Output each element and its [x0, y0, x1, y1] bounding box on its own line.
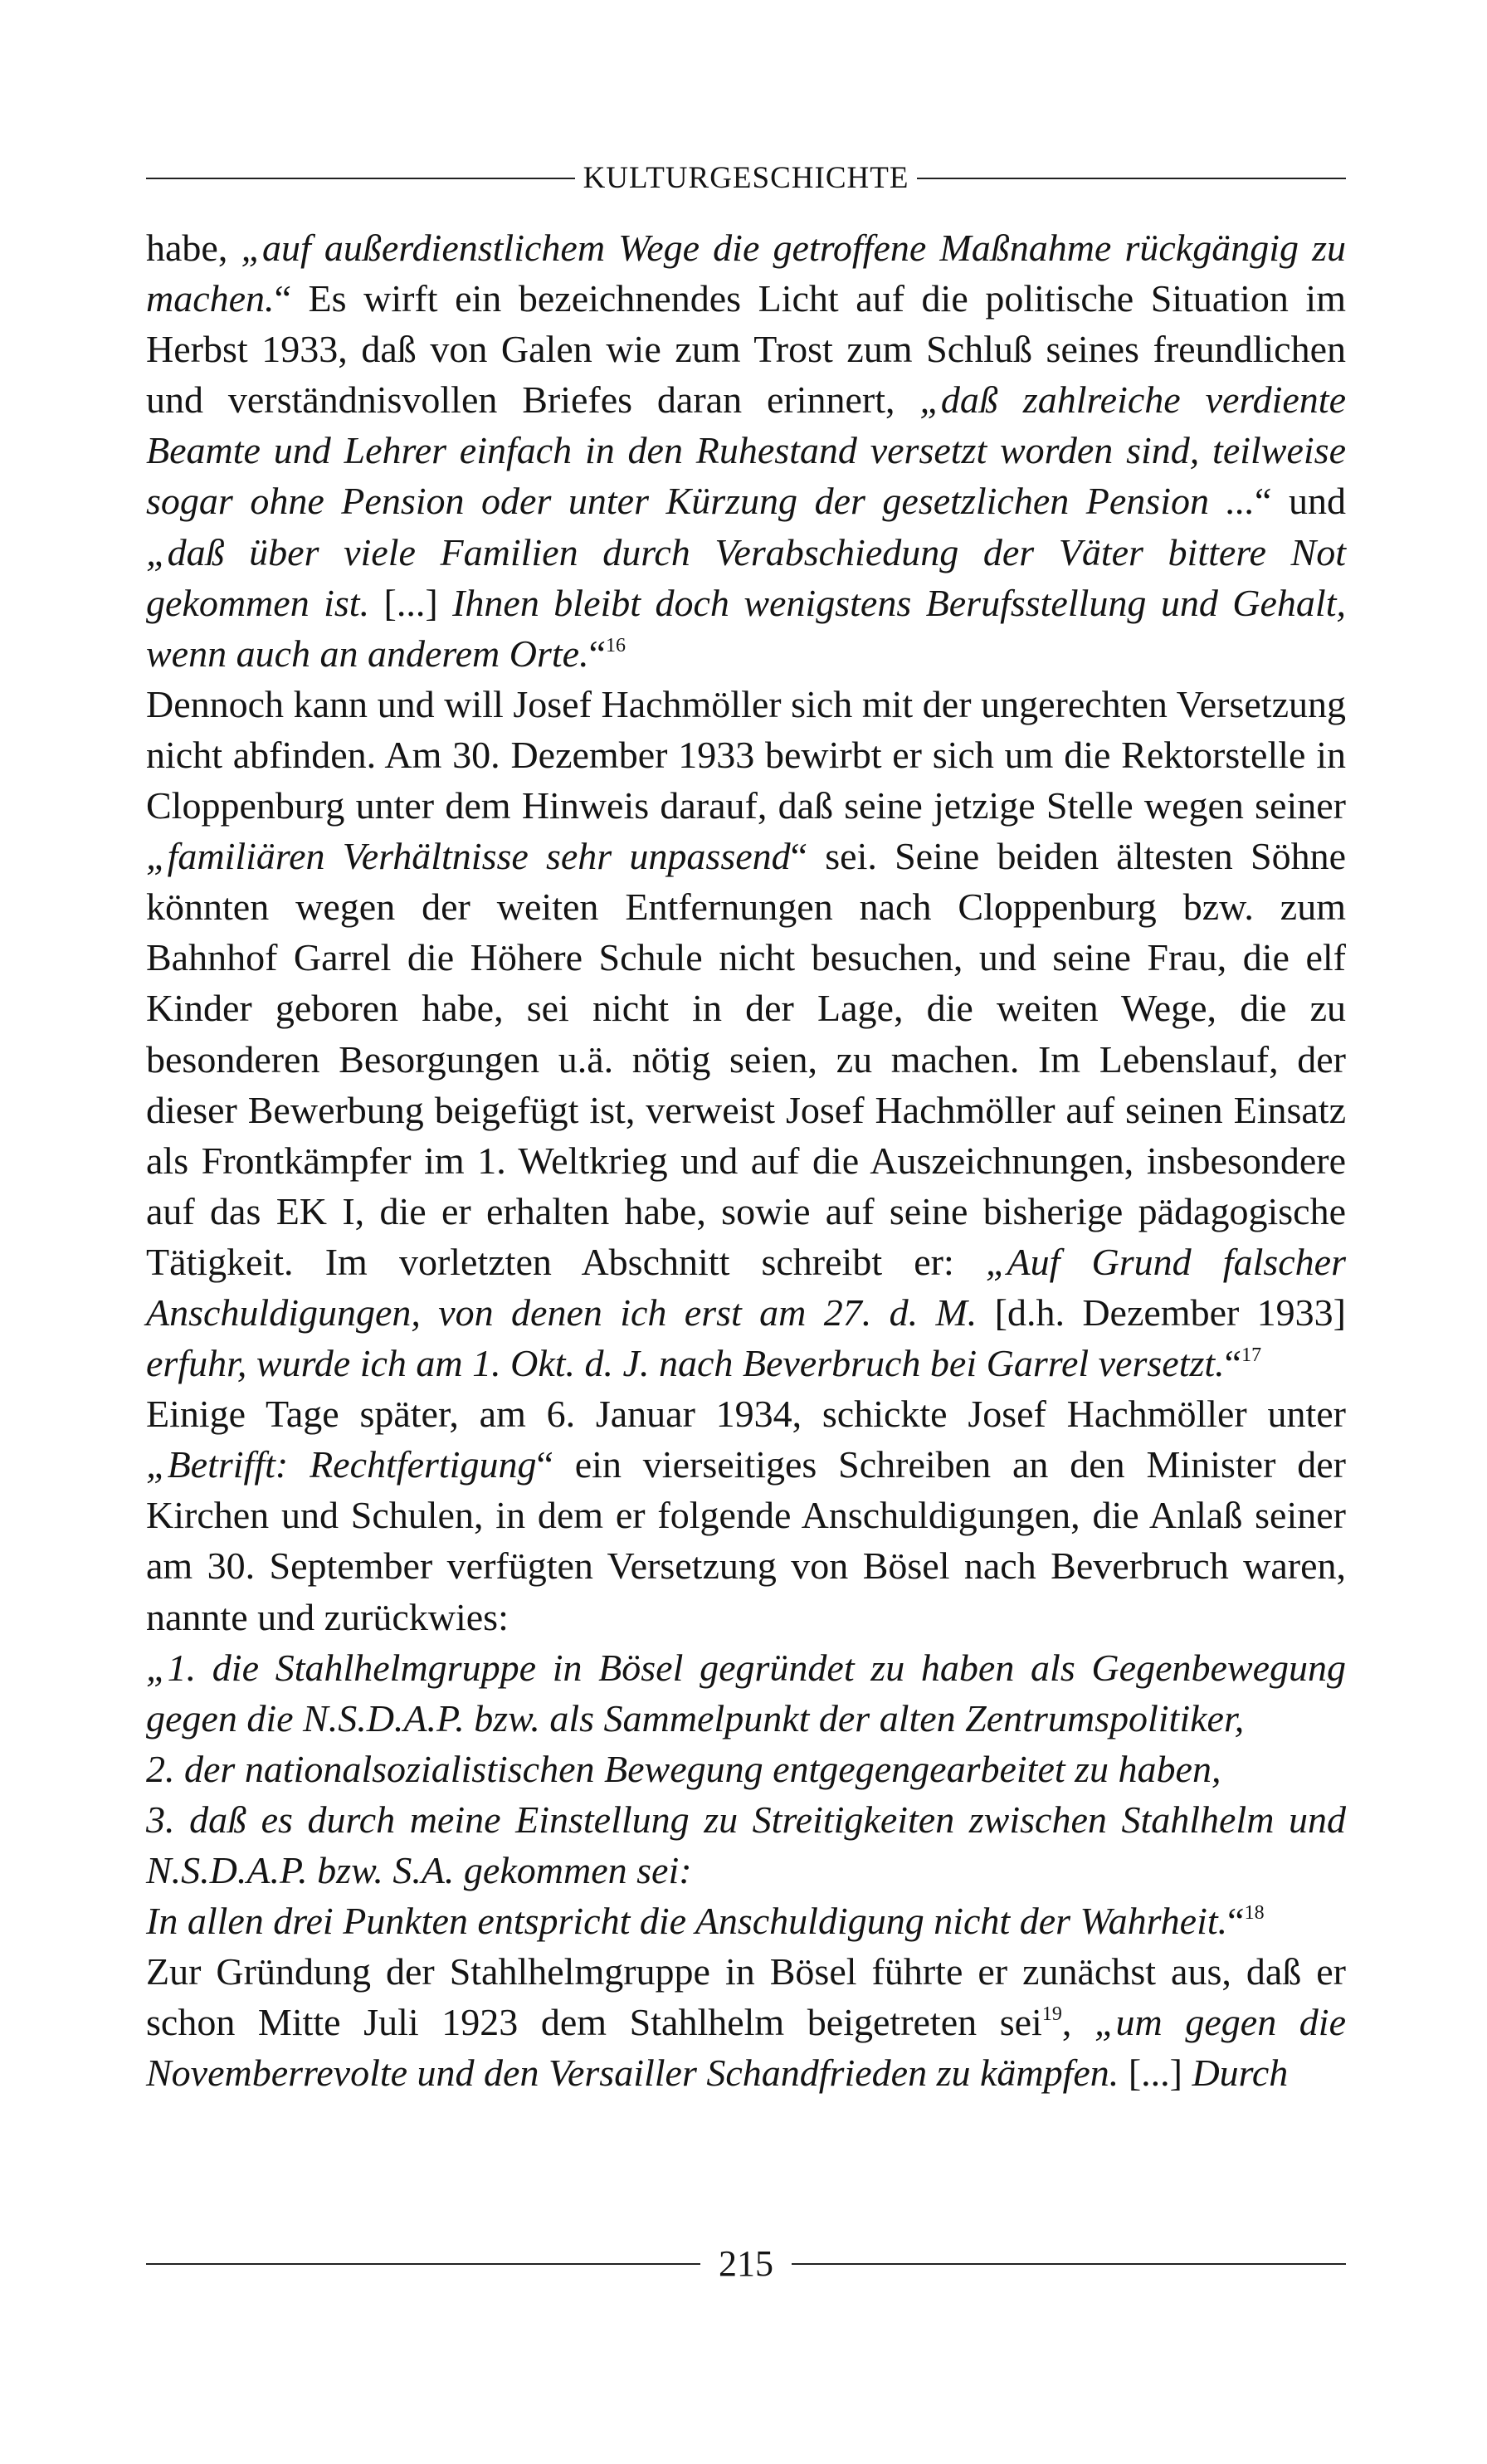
quoted-text: „Betrifft: Rechtfertigung — [146, 1443, 537, 1486]
page-footer — [146, 2243, 1346, 2284]
paragraph — [146, 1794, 1346, 1896]
paragraph — [146, 679, 1346, 1388]
body-text-run: Zur Gründung der Stahlhelmgruppe in Bösel führte er zunächst aus, daß er schon Mitte Juli 1923 dem Stahlhelm beigetreten sei — [146, 1950, 1346, 2044]
quoted-text: „daß zahlreiche verdiente Beamte und Lehrer einfach in den Ruhestand versetzt worden sind, teilweise sogar ohne Pension oder unter Kürzung der gesetzlichen Pension ... — [146, 378, 1346, 523]
body-text-run: [d.h. Dezember 1933] — [994, 1291, 1347, 1334]
quoted-text: In allen drei Punkten entspricht die Anschuldigung nicht der Wahrheit. — [146, 1900, 1228, 1943]
quoted-text: 3. daß es durch meine Einstellung zu Streitigkeiten zwischen Stahlhelm und N.S.D.A.P. bzw. S.A. gekommen sei: — [146, 1798, 1346, 1891]
running-header — [146, 163, 1346, 193]
quoted-text: Durch — [1192, 2052, 1289, 2095]
body-text — [146, 222, 1346, 2098]
quoted-text: „daß über viele Familien durch Verabschiedung der Väter bittere Not gekommen ist. — [146, 530, 1346, 624]
body-text-run: [...] — [383, 581, 453, 624]
header-rule-right — [917, 178, 1346, 179]
body-text-run: “ sei. Seine beiden ältesten Söhne könnten wegen der weiten Entfernungen nach Cloppenburg bzw. zum Bahnhof Garrel die Höhere Schule nicht besuchen, und seine Frau, die elf Kinder geboren habe, sei nicht in der Lage, die weiten Wege, die zu besonderen Besorgungen u.ä. nötig seien, zu machen. Im Lebenslauf, der dieser Bewerbung beigefügt ist, verweist Josef Hachmöller auf seinen Einsatz als Frontkämpfer im 1. Weltkrieg und auf die Auszeichnungen, insbesondere auf das EK I, die er erhalten habe, sowie auf seine bisherige pädagogische Tätigkeit. Im vorletzten Abschnitt schreibt er: — [146, 835, 1346, 1283]
body-text-run: “ ein vierseitiges Schreiben an den Minister der Kirchen und Schulen, in dem er folgende Anschuldigungen, die Anlaß seiner am 30. September verfügten Versetzung von Bösel nach Beverbruch waren, nannte und zurückwies: — [146, 1443, 1346, 1638]
paragraph — [146, 1946, 1346, 2098]
body-text-run: habe, — [146, 227, 241, 269]
body-text-run: [...] — [1128, 2052, 1192, 2095]
quoted-text: „auf außerdienstlichem Wege die getroffene Maßnahme rückgängig zu machen. — [146, 227, 1346, 320]
quoted-text: 2. der nationalsozialistischen Bewegung entgegengearbeitet zu haben, — [146, 1747, 1221, 1790]
paragraph — [146, 222, 1346, 679]
quoted-text: Ihnen bleibt doch wenigstens Berufsstellung und Gehalt, wenn auch an anderem Orte. — [146, 581, 1346, 675]
body-text-run: “ und — [1255, 480, 1346, 523]
page-number: 215 — [719, 2243, 773, 2284]
quoted-text: „Auf Grund falscher Anschuldigungen, von denen ich erst am 27. d. M. — [146, 1240, 1346, 1334]
running-title: KULTURGESCHICHTE — [583, 161, 909, 195]
paragraph — [146, 1642, 1346, 1744]
footnote-ref: 18 — [1244, 1902, 1265, 1925]
body-text-run: , — [1061, 2001, 1095, 2044]
paragraph — [146, 1744, 1346, 1794]
footnote-ref: 17 — [1241, 1344, 1262, 1367]
paragraph — [146, 1896, 1346, 1946]
body-text-run: “ — [1227, 1900, 1245, 1943]
footer-rule-right — [792, 2263, 1346, 2265]
body-text-run: Einige Tage später, am 6. Januar 1934, schickte Josef Hachmöller unter — [146, 1393, 1346, 1436]
footer-rule-left — [146, 2263, 700, 2265]
body-text-run: “ — [588, 632, 607, 675]
body-text-run: “ Es wirft ein bezeichnendes Licht auf die politische Situation im Herbst 1933, daß von Galen wie zum Trost zum Schluß seines freundlichen und verständnisvollen Briefes daran erinnert, — [146, 277, 1346, 422]
body-text-run: “ — [1224, 1342, 1242, 1385]
quoted-text: „1. die Stahlhelmgruppe in Bösel gegründet zu haben als Gegenbewegung gegen die N.S.D.A.P. bzw. als Sammelpunkt der alten Zentrumspolitiker, — [146, 1646, 1346, 1739]
quoted-text: „um gegen die Novemberrevolte und den Versailler Schandfrieden zu kämpfen. — [146, 2001, 1346, 2095]
body-text-run: Dennoch kann und will Josef Hachmöller sich mit der ungerechten Versetzung nicht abfinden. Am 30. Dezember 1933 bewirbt er sich um die Rektorstelle in Cloppenburg unter dem Hinweis darauf, daß seine jetzige Stelle wegen seiner — [146, 682, 1346, 827]
paragraph — [146, 1388, 1346, 1642]
footnote-ref: 16 — [606, 634, 626, 656]
footnote-ref: 19 — [1041, 2003, 1062, 2026]
quoted-text: erfuhr, wurde ich am 1. Okt. d. J. nach Beverbruch bei Garrel versetzt. — [146, 1342, 1225, 1385]
header-rule-left — [146, 178, 575, 179]
quoted-text: „familiären Verhältnisse sehr unpassend — [146, 835, 791, 878]
